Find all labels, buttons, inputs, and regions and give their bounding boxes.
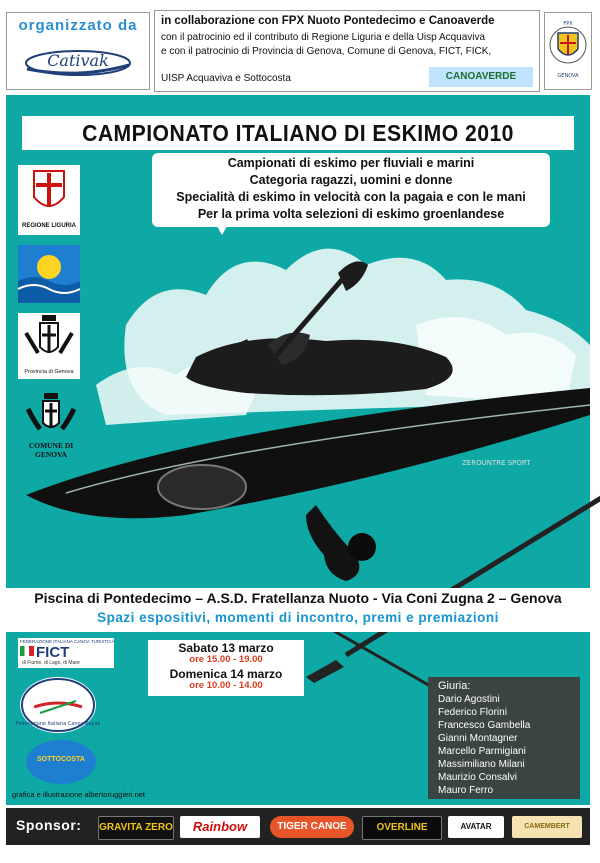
fict-small-label: FEDERAZIONE ITALIANA CANOA TURISTICA [20,639,115,644]
collab-line-4: UISP Acquaviva e Sottocosta [161,73,291,84]
uisp-logo [18,245,80,303]
organizer-box [6,12,150,90]
jury-member: Federico Florini [438,707,507,718]
jury-member: Gianni Montagner [438,733,518,744]
svg-text:FPX: FPX [563,21,573,27]
bubble-line-2: Categoria ragazzi, uomini e donne [249,173,453,187]
collaboration-box [154,10,540,92]
poster-main [6,95,590,805]
regione-label: REGIONE LIGURIA [21,223,76,229]
sottocosta-logo [26,740,96,784]
fick-kayak-icon [15,677,101,733]
venue-band [6,588,590,632]
time-1: ore 15.00 - 19.00 [189,654,263,665]
bubble-line-1: Campionati di eskimo per fluviali e marini [227,156,475,170]
cativak-logo [23,39,133,81]
jury-member: Francesco Gambella [438,720,531,731]
illustration-credit: grafica e illustrazione albertoruggieri.net [12,790,145,799]
collab-line-3: e con il patrocinio di Provincia di Genova, Comune di Genova, FICT, FICK, [161,46,492,57]
provincia-genova-logo [18,313,80,379]
jury-member: Dario Agostini [438,694,500,705]
jury-title: Giuria: [438,680,471,692]
sponsor-camembert: CAMEMBERT [512,816,582,838]
poster-title: CAMPIONATO ITALIANO DI ESKIMO 2010 [82,120,514,146]
jury-member: Massimiliano Milani [438,759,525,770]
sponsor-bar [6,808,590,845]
provincia-label: Provincia di Genova [24,369,74,375]
day-1: Sabato 13 marzo [178,641,274,655]
jury-member: Maurizio Consalvi [438,772,517,783]
comune-genova-logo [18,391,84,459]
fick-logo [15,677,101,733]
sponsor-rainbow: Rainbow [180,816,260,838]
crest-box [544,12,592,90]
jury-member: Marcello Parmigiani [438,746,526,757]
uisp-sun-icon [18,245,80,303]
bubble-line-4: Per la prima volta selezioni di eskimo groenlandese [197,207,505,221]
kayak-label: ZEROUNTRE SPORT [462,459,531,467]
regione-liguria-icon [18,165,80,221]
sponsor-overline: OVERLINE [362,816,442,840]
sponsor-avatar: AVATAR [448,816,504,838]
sponsor-label: Sponsor: [16,817,82,833]
svg-text:GENOVA: GENOVA [557,73,579,79]
fpx-crest-icon [545,13,591,89]
jury-member: Mauro Ferro [438,785,494,796]
sponsor-tiger-canoe: TIGER CANOE [270,816,354,838]
regione-liguria-logo [18,165,80,235]
comune-crest-icon [18,391,84,439]
comune-label: COMUNE DI GENOVA [28,441,74,459]
collab-line-1: in collaborazione con FPX Nuoto Pontedecimo e Canoaverde [161,15,495,27]
event-dates [148,640,304,696]
venue-tagline: Spazi espositivi, momenti di incontro, premi e premiazioni [97,610,499,625]
day-2: Domenica 14 marzo [169,667,283,681]
italy-flag-icon [20,646,34,656]
title-band [22,116,574,150]
bubble-line-3: Specialità di eskimo in velocità con la pagaia e con le mani [176,190,526,204]
fick-label: Federazione Italiana Canoa Kayak [15,721,101,727]
provincia-crest-icon [18,313,80,369]
collab-line-2: con il patrocinio ed il contributo di Regione Liguria e della Uisp Acquaviva [161,32,486,43]
venue-address: Piscina di Pontedecimo – A.S.D. Fratellanza Nuoto - Via Coni Zugna 2 – Genova [34,590,562,606]
canoaverde-logo: CANOAVERDE [429,67,533,87]
fict-label: FICT [36,644,70,661]
jury-box [428,677,580,799]
fict-logo [18,638,114,668]
sottocosta-label: SOTTOCOSTA [37,756,85,763]
sponsor-gravita-zero: GRAVITA ZERO [98,816,174,840]
org-logo-text: Cativak [47,51,109,70]
fict-sub-label: di Fiume, di Lago, di Mare [22,660,80,666]
bubble-tail [214,221,230,235]
organized-by-label: organizzato da [18,17,138,34]
time-2: ore 10.00 - 14.00 [189,680,263,691]
info-bubble [152,153,550,227]
